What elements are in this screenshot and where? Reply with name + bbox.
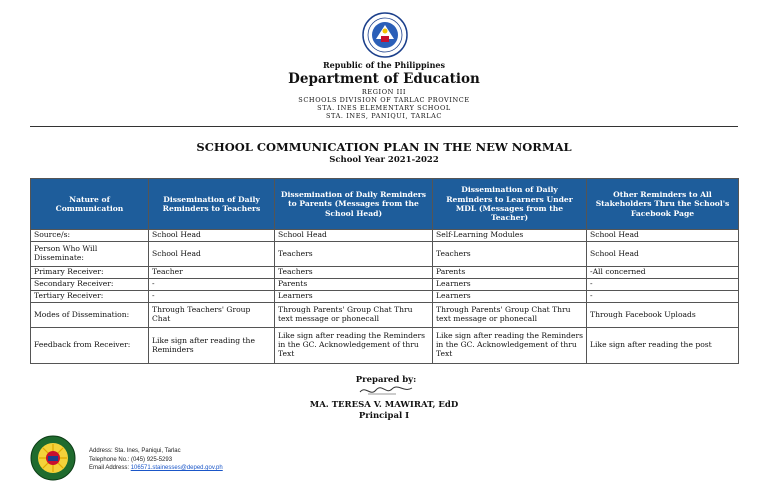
table-cell: Through Parents' Group Chat Thru text message or phonecall bbox=[275, 303, 433, 328]
school-logo-icon bbox=[30, 435, 76, 481]
table-cell: School Head bbox=[149, 230, 275, 242]
table-cell: Like sign after reading the Reminders bbox=[149, 328, 275, 364]
table-cell: School Head bbox=[587, 242, 739, 267]
table-cell: School Head bbox=[587, 230, 739, 242]
table-cell: Learners bbox=[433, 279, 587, 291]
table-cell: Through Facebook Uploads bbox=[587, 303, 739, 328]
column-header: Other Reminders to All Stakeholders Thru the School's Facebook Page bbox=[587, 179, 739, 230]
region-line: REGION III bbox=[361, 88, 407, 96]
row-label: Feedback from Receiver: bbox=[31, 328, 149, 364]
table-row bbox=[31, 267, 739, 279]
table-cell: - bbox=[149, 279, 275, 291]
table-cell: Teachers bbox=[275, 242, 433, 267]
row-label: Primary Receiver: bbox=[31, 267, 149, 279]
row-label: Secondary Receiver: bbox=[31, 279, 149, 291]
table-cell: -All concerned bbox=[587, 267, 739, 279]
table-cell: Parents bbox=[433, 267, 587, 279]
table-row bbox=[31, 291, 739, 303]
school-year: School Year 2021-2022 bbox=[329, 155, 439, 165]
header-divider bbox=[30, 126, 738, 127]
communication-plan-table bbox=[30, 178, 739, 364]
deped-seal-icon bbox=[362, 12, 408, 58]
footer-email-link[interactable]: 106571.stainesses@deped.gov.ph bbox=[130, 465, 223, 471]
division-line: SCHOOLS DIVISION OF TARLAC PROVINCE bbox=[298, 96, 470, 104]
column-header: Dissemination of Daily Reminders to Learners Under MDL (Messages from the Teacher) bbox=[433, 179, 587, 230]
table-cell: - bbox=[587, 279, 739, 291]
principal-position: Principal I bbox=[358, 411, 410, 421]
table-cell: Teacher bbox=[149, 267, 275, 279]
department-name: Department of Education bbox=[288, 71, 480, 87]
table-row bbox=[31, 279, 739, 291]
row-label: Modes of Dissemination: bbox=[31, 303, 149, 328]
table-cell: Like sign after reading the Reminders in the GC. Acknowledgement of thru Text bbox=[275, 328, 433, 364]
table-cell: Learners bbox=[433, 291, 587, 303]
table-cell: School Head bbox=[149, 242, 275, 267]
document-title: SCHOOL COMMUNICATION PLAN IN THE NEW NORMAL bbox=[196, 140, 572, 154]
footer-address: Address: Sta. Ines, Paniqui, Tarlac bbox=[89, 448, 181, 454]
table-cell: Learners bbox=[275, 291, 433, 303]
footer-telephone: Telephone No.: (045) 925-5293 bbox=[89, 456, 173, 463]
footer-email-label: Email Address: bbox=[89, 465, 131, 471]
table-cell: Through Teachers' Group Chat bbox=[149, 303, 275, 328]
signature-icon bbox=[356, 383, 416, 399]
table-cell: Like sign after reading the post bbox=[587, 328, 739, 364]
column-header: Dissemination of Daily Reminders to Teachers bbox=[149, 179, 275, 230]
row-label: Source/s: bbox=[31, 230, 149, 242]
school-line: STA. INES ELEMENTARY SCHOOL bbox=[317, 104, 451, 112]
table-cell: Through Parents' Group Chat Thru text message or phonecall bbox=[433, 303, 587, 328]
column-header: Nature of Communication bbox=[31, 179, 149, 230]
table-row bbox=[31, 303, 739, 328]
table-header-row bbox=[31, 179, 739, 230]
table-row bbox=[31, 242, 739, 267]
prepared-by-label: Prepared by: bbox=[355, 375, 417, 385]
table-cell: Parents bbox=[275, 279, 433, 291]
republic-line: Republic of the Philippines bbox=[322, 60, 445, 70]
school-address-line: STA. INES, PANIQUI, TARLAC bbox=[326, 112, 442, 120]
footer-email-line bbox=[89, 464, 223, 473]
footer-contact bbox=[89, 447, 223, 473]
row-label: Tertiary Receiver: bbox=[31, 291, 149, 303]
table-cell: Teachers bbox=[275, 267, 433, 279]
table-cell: Like sign after reading the Reminders in the GC. Acknowledgement of thru Text bbox=[433, 328, 587, 364]
table-cell: - bbox=[587, 291, 739, 303]
table-cell: - bbox=[149, 291, 275, 303]
principal-name: MA. TERESA V. MAWIRAT, EdD bbox=[309, 400, 459, 410]
table-row bbox=[31, 230, 739, 242]
column-header: Dissemination of Daily Reminders to Parents (Messages from the School Head) bbox=[275, 179, 433, 230]
table-cell: Self-Learning Modules bbox=[433, 230, 587, 242]
table-cell: School Head bbox=[275, 230, 433, 242]
table-cell: Teachers bbox=[433, 242, 587, 267]
table-row bbox=[31, 328, 739, 364]
row-label: Person Who Will Disseminate: bbox=[31, 242, 149, 267]
